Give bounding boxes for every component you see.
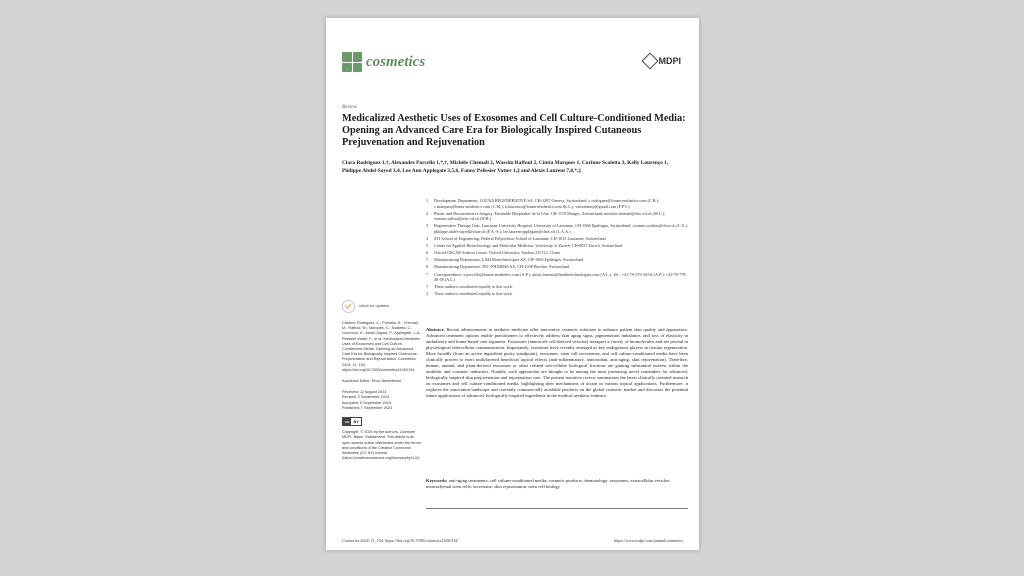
section-divider <box>426 508 688 509</box>
affiliation-item: 8 Manufacturing Department, TEC-PHARMA SA, CH-1038 Bercher, Switzerland <box>426 264 570 270</box>
affiliation-item: 3 Regenerative Therapy Unit, Lausanne University Hospital, University of Lausanne, CH-1066 Epalinges, Switzerland; corinne.scaletta@chuv.ch (C.S.); philippe.abdel-sayed@chuv.ch (P.A.-S.); lee.laurent-applegate@chuv.ch (L.A.A.) <box>426 223 688 234</box>
affiliation-item: 7 Manufacturing Department, LAM Biotechnologies SA, CH-1066 Epalinges, Switzerland <box>426 257 584 263</box>
publisher-logo <box>644 55 682 67</box>
affiliation-item: 1 Development Department, LOUNA REGENERATIVE SA, CH-1207 Geneva, Switzerland; c.rodriguez@louna-aesthetics.com (C.R.); c.marques@louna-aesthetics.com (C.M.); k.lourenco@louna-aesthetics.com (K.L.); vatterfanny@gmail.com (F.P.V.) <box>426 198 660 209</box>
footer-citation: Cosmetics 2024, 11, 154. https://doi.org/10.3390/cosmetics11050154 <box>342 538 458 543</box>
keywords-label: Keywords: <box>426 478 448 483</box>
keywords <box>426 478 688 490</box>
journal-logo <box>342 52 425 72</box>
revised-date: Revised: 2 September 2024 <box>342 395 390 400</box>
affiliation-item: 5 Center for Applied Biotechnology and Molecular Medicine, University of Zurich, CH-8057 Zurich, Switzerland <box>426 243 622 249</box>
received-date: Received: 12 August 2024 <box>342 390 387 395</box>
cc-license-badge[interactable] <box>342 417 362 426</box>
published-date: Published: 7 September 2024 <box>342 405 393 410</box>
paper-page <box>326 18 699 550</box>
correspondence: * Correspondence: a.porcello@louna-aesthetics.com (A.P.); alexis.laurent@lambiotechnologies.com (A.L.); Tel.: +41-79-375-34-02 (A.P.); +41-79-778-48-58 (A.L.) <box>426 271 687 283</box>
abstract-label: Abstract: <box>426 327 445 332</box>
keywords-text: anti-aging treatments; cell culture-conditioned media; cosmetic products; dermatology; exosomes; extracellular vesicles; mesenchymal stem cells; secretome; skin rejuvenation; stem cell biology <box>426 478 671 489</box>
cc-badge-right: BY <box>353 419 360 425</box>
abstract-text: Recent advancements in aesthetic medicine offer innovative cosmetic solutions to enhance patient skin quality and appearance. Advanced treatment options enable practitioners to effectively address skin aging signs, pigmentation imbalance, and loss of elasticity in ambulatory and home-based care regimens. Exosomes (nanoscale cell-derived vesicles) transport a variety of biomolecules and are pivotal in physiological intercellular communication. Importantly, exosomes have recently emerged as key endogenous players in tissular regeneration. More broadly (from an active ingredient purity standpoint), exosomes, stem cell secretomes, and cell culture-conditioned media have been clinically proven to exert multifaceted beneficial topical effects (anti-inflammatory, antioxidant, anti-aging, skin rejuvenation). Therefore, human, animal, and plant-derived exosomes or other refined sub-cellular biological fractions are gaining substantial interest within the aesthetic and cosmetic industries. Notably, such approaches are thought to be among the most promising novel contenders for advanced, biologically inspired skin prejuvenation and rejuvenation care. The present narrative review summarizes the latest clinically oriented research on exosomes and cell culture-conditioned media, highlighting their mechanisms of action in various topical applications. Furthermore, it explores the innovation landscape and currently commercially available products on the global cosmetic market and discusses the potential future applications of advanced, biologically inspired ingredients in the medical aesthetic industry. <box>426 327 688 398</box>
check-updates-icon <box>342 300 355 313</box>
page-footer <box>342 538 683 545</box>
academic-editor: Academic Editor: Enzo Berardesca <box>342 379 401 384</box>
citation-block: Citation: Rodriguez, C.; Porcello, A.; Chemali, M.; Raffoul, W.; Marques, C.; Scaletta, C.; Lourenço, K.; Abdel-Sayed, P.; Applegate, L.A.; Pelissier Vatter, F.; et al. Medicalized Aesthetic Uses of Exosomes and Cell Culture-Conditioned Media: Opening an Advanced Care Era for Biologically Inspired Cutaneous Prejuvenation and Rejuvenation. Cosmetics 2024, 11, 154. https://doi.org/10.3390/cosmetics11050154 <box>342 321 422 372</box>
abstract <box>426 327 688 399</box>
article-sidebar <box>342 300 422 467</box>
mdpi-logo-icon <box>641 53 658 70</box>
affiliation-item: 4 STI School of Engineering, Federal Polytechnic School of Lausanne, CH-1015 Lausanne, Switzerland <box>426 236 606 242</box>
check-updates-button[interactable] <box>342 300 422 313</box>
copyright-block: Copyright: © 2024 by the authors. Licensee MDPI, Basel, Switzerland. This article is an open access article distributed under the terms and conditions of the Creative Commons Attribution (CC BY) license (https://creativecommons.org/licenses/by/4.0/). <box>342 430 421 461</box>
cc-badge-left: cc <box>345 419 350 425</box>
author-list: Clara Rodriguez 1,†, Alexandre Porcello 1,*,†, Michèle Chemali 2, Wassim Raffoul 2, Cíntia Marques 1, Corinne Scaletta 3, Kelly Lourenço 1, Philippe Abdel-Sayed 3,4, Lee Ann Applegate 3,5,6, Fanny Pelissier Vatter 1,‡ and Alexis Laurent 7,8,*,‡ <box>342 160 669 174</box>
affiliations <box>426 198 688 298</box>
check-updates-label: check for updates <box>359 304 389 309</box>
accepted-date: Accepted: 5 September 2024 <box>342 400 392 405</box>
equal-contribution-note: ‡ These authors contributed equally to this work. <box>426 291 513 297</box>
affiliation-item: 2 Plastic and Reconstructive Surgery, Ensemble Hospitalier de la Côte, CH-1110 Morges, Switzerland; michele.chemali@ehc.vd.ch (M.C.); wassim.raffoul@ehc.vd.ch (W.R.) <box>426 210 666 222</box>
journal-logo-icon <box>342 52 362 72</box>
article-type: Review <box>342 104 357 110</box>
journal-name: cosmetics <box>366 53 426 70</box>
equal-contribution-note: † These authors contributed equally to this work. <box>426 284 513 290</box>
article-title: Medicalized Aesthetic Uses of Exosomes and Cell Culture-Conditioned Media: Opening an Advanced Care Era for Biologically Inspired Cutaneous Prejuvenation and Rejuvenation <box>342 113 686 148</box>
dates-block <box>342 390 422 411</box>
footer-journal-url[interactable]: https://www.mdpi.com/journal/cosmetics <box>613 538 683 543</box>
publisher-name: MDPI <box>658 56 681 66</box>
affiliation-item: 6 Oxford OSCAR Suzhou Center, Oxford University, Suzhou 215123, China <box>426 250 560 256</box>
